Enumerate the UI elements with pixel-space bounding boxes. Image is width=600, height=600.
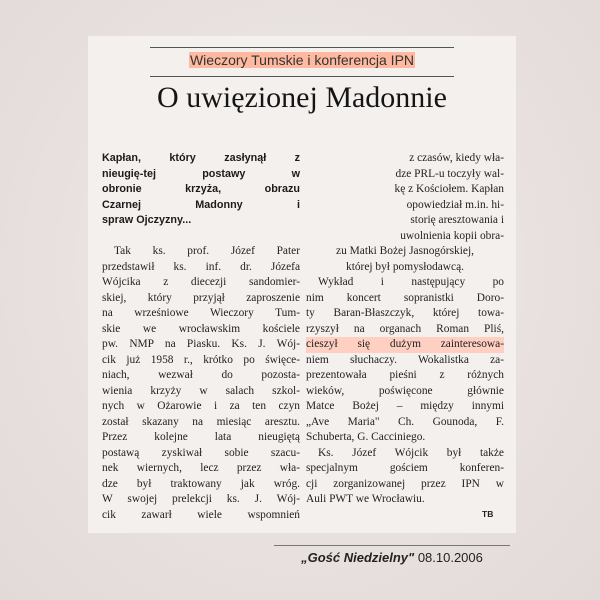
headline: O uwięzionej Madonnie	[157, 81, 447, 114]
body-line: cik już 1958 r., krótko po święce-	[102, 353, 300, 366]
kicker-rule-bottom	[150, 76, 454, 77]
body-line: opowiedział m.in. hi-	[406, 198, 504, 211]
body-line: kę z Kościołem. Kapłan	[394, 183, 504, 195]
body-line: pw. NMP na Piasku. Ks. J. Wój-	[102, 338, 300, 350]
body-line: której był pomysłodawcą.	[346, 260, 464, 273]
body-line: prezentowała pieśni z różnych	[306, 369, 504, 381]
body-line: dze był traktowany jak wróg.	[102, 477, 300, 490]
body-line: Matce Bożej – między innymi	[306, 400, 504, 412]
body-line: Schuberta, G. Cacciniego.	[306, 431, 426, 443]
body-line: nych w Ożarowie i za ten czyn	[102, 400, 300, 412]
kicker-rule-top	[150, 47, 454, 48]
body-line: Ks. Józef Wójcik był także	[318, 446, 504, 459]
body-line: zu Matki Bożej Jasnogórskiej,	[336, 245, 474, 257]
publication-date: 08.10.2006	[417, 550, 483, 565]
body-line: postawą zyskiwał sobie szacu-	[102, 446, 300, 459]
author-signature: TB	[482, 509, 494, 519]
body-line: specjalnym gościem konferen-	[306, 462, 504, 474]
body-line: nek wiernych, lecz przez wła-	[102, 462, 300, 474]
body-line: Wójcika z diecezji sandomier-	[102, 276, 300, 288]
body-line: nim koncert sopranistki Doro-	[306, 291, 504, 304]
body-line: Wykład i następujący po	[318, 276, 504, 288]
body-line: rzyszył na organach Roman Pliś,	[306, 322, 504, 335]
paragraph-gap	[102, 229, 300, 245]
lead-line: Kapłan, który zasłynął z	[102, 152, 300, 164]
lead-line: Czarnej Madonny i	[102, 198, 300, 211]
body-line: przedstawił ks. inf. dr. Józefa	[102, 260, 300, 273]
body-line: „Ave Maria" Ch. Gounoda, F.	[306, 415, 504, 428]
body-line: ty Baran-Błaszczyk, której towa-	[306, 307, 504, 319]
body-line: storię aresztowania i	[410, 214, 504, 226]
lead-line: obronie krzyża, obrazu	[102, 183, 300, 195]
kicker	[88, 52, 516, 68]
source-citation	[272, 550, 512, 565]
article-column-left	[102, 151, 300, 523]
publication-name: „Gość Niedzielny"	[301, 550, 415, 565]
body-line: Przez kolejne lata nieugiętą	[102, 431, 300, 443]
body-line: skiej, który przyjął zaproszenie	[102, 291, 300, 304]
body-line: skie we wrocławskim kościele	[102, 322, 300, 335]
body-line: wienia krzyży w salach szkol-	[102, 384, 300, 397]
kicker-text: Wieczory Tumskie i konferencja IPN	[189, 52, 415, 68]
lead-line: spraw Ojczyzny...	[102, 214, 192, 226]
body-line: uwolnienia kopii obra-	[400, 229, 504, 242]
body-line: niach, wezwał do pozosta-	[102, 369, 300, 381]
body-line: cik zawarł wiele wspomnień	[102, 508, 300, 521]
body-line: niem słuchaczy. Wokalistka za-	[306, 353, 504, 366]
article-column-right	[306, 151, 504, 508]
body-line: cji zorganizowanej przez IPN w	[306, 477, 504, 490]
body-line: W swojej prelekcji ks. J. Wój-	[102, 493, 300, 505]
body-line: wieków, poświęcone głównie	[306, 384, 504, 397]
body-line: został skazany na miesiąc aresztu.	[102, 415, 300, 428]
body-line: z czasów, kiedy wła-	[409, 152, 504, 164]
body-line: na wrześniowe Wieczory Tum-	[102, 307, 300, 319]
lead-line: nieugię-tej postawy w	[102, 167, 300, 180]
body-line: Tak ks. prof. Józef Pater	[114, 245, 300, 257]
body-line-highlighted: cieszył się dużym zainteresowa-	[306, 337, 504, 353]
body-line: Auli PWT we Wrocławiu.	[306, 493, 425, 505]
source-rule	[274, 545, 510, 546]
newspaper-clipping	[88, 36, 516, 533]
body-line: dze PRL-u toczyły wal-	[395, 167, 504, 180]
